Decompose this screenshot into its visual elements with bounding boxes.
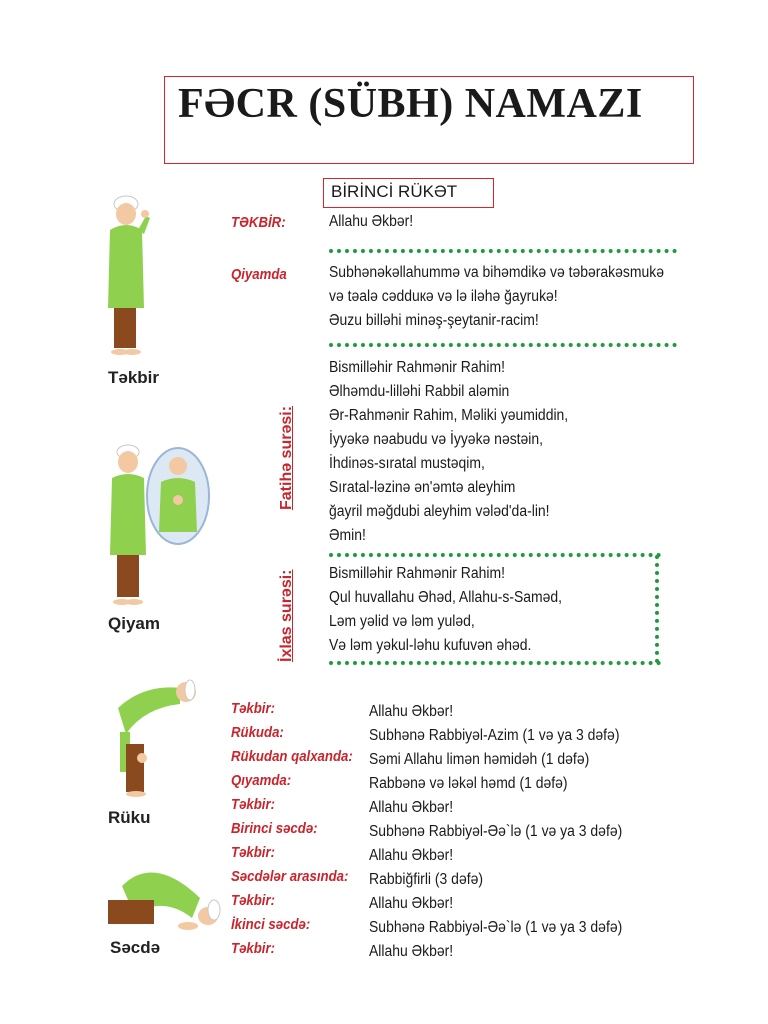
fatiha-line: İyyəkə nəabudu və İyyəkə nəstəin, — [329, 431, 544, 448]
step-label: İkinci səcdə: — [231, 916, 311, 933]
step-label: Qıyamda: — [231, 772, 292, 789]
step-row — [231, 700, 651, 724]
man-secde-icon — [104, 856, 222, 936]
step-text: Rabbiğfirli (3 dəfə) — [369, 871, 483, 888]
ixlas-line: Ləm yəlid və ləm yuləd, — [329, 613, 475, 630]
page-title: FƏCR (SÜBH) NAMAZI — [178, 81, 643, 127]
step-text: Subhənə Rabbiyəl-Əə`lə (1 və ya 3 dəfə) — [369, 919, 623, 936]
ixlas-line: Bismilləhir Rahmənir Rahim! — [329, 565, 505, 582]
step-label: Rükuda: — [231, 724, 284, 741]
fatiha-block — [329, 356, 595, 548]
ixlas-block — [329, 562, 588, 658]
caption-qiyam: Qiyam — [108, 614, 160, 633]
step-row — [231, 724, 651, 748]
step-text: Səmi Allahu limən həmidəh (1 dəfə) — [369, 751, 590, 768]
fatiha-line: Sıratal-ləzinə ən'əmtə aleyhim — [329, 479, 516, 496]
step-text: Rabbənə və ləkəl həmd (1 dəfə) — [369, 775, 568, 792]
qiyamda-line: Əuzu billəhi minəş-şeytanir-racim! — [329, 312, 539, 329]
dotted-separator — [329, 249, 677, 253]
step-text: Allahu Əkbər! — [369, 847, 454, 864]
fatiha-line: ğayril məğdubi aleyhim vələd'da-lin! — [329, 503, 550, 520]
step-text: Allahu Əkbər! — [369, 895, 454, 912]
step-text: Allahu Əkbər! — [369, 943, 454, 960]
caption-ruku: Rüku — [108, 808, 151, 827]
ixlas-line: Qul huvallahu Əhəd, Allahu-s-Saməd, — [329, 589, 563, 606]
step-row — [231, 916, 651, 940]
step-text: Subhənə Rabbiyəl-Əə`lə (1 və ya 3 dəfə) — [369, 823, 623, 840]
fatiha-line: Əmin! — [329, 527, 366, 544]
step-row — [231, 940, 651, 964]
fatiha-line: Bismilləhir Rahmənir Rahim! — [329, 359, 505, 376]
fatiha-line: İhdinəs-sıratal mustəqim, — [329, 455, 485, 472]
caption-tekbir: Təkbir — [108, 368, 160, 387]
step-row — [231, 892, 651, 916]
tekbir-text: Allahu Əkbər! — [329, 213, 414, 230]
dotted-separator-vertical — [655, 555, 659, 663]
dotted-separator — [329, 343, 677, 347]
step-row — [231, 844, 651, 868]
qiyamda-block — [329, 261, 701, 333]
qiyamda-line: və təalə cədduкə və lə iləhə ğayrukə! — [329, 288, 558, 305]
step-text: Allahu Əkbər! — [369, 703, 454, 720]
rakat-heading: BİRİNCİ RÜKƏT — [331, 182, 458, 201]
step-label: Təkbir: — [231, 700, 276, 717]
step-row — [231, 796, 651, 820]
ixlas-label: İxlas surəsi: — [278, 569, 295, 662]
step-label: Səcdələr arasında: — [231, 868, 349, 885]
step-label: Təkbir: — [231, 844, 276, 861]
step-row — [231, 772, 651, 796]
dotted-separator — [329, 553, 661, 557]
dotted-separator — [329, 661, 661, 665]
man-ruku-icon — [104, 674, 196, 798]
step-text: Subhənə Rabbiyəl-Azim (1 və ya 3 dəfə) — [369, 727, 620, 744]
fatiha-line: Ər-Rahmənir Rahim, Məliki yəumiddin, — [329, 407, 569, 424]
fatiha-line: Əlhəmdu-lilləhi Rabbil aləmin — [329, 383, 510, 400]
tekbir-label: TƏKBİR: — [231, 214, 286, 231]
step-label: Təkbir: — [231, 796, 276, 813]
step-label: Təkbir: — [231, 940, 276, 957]
man-qiyam-front-icon — [145, 446, 211, 546]
step-text: Allahu Əkbər! — [369, 799, 454, 816]
step-label: Rükudan qalxanda: — [231, 748, 353, 765]
step-row — [231, 748, 651, 772]
caption-secde: Səcdə — [110, 938, 161, 957]
qiyamda-label: Qiyamda — [231, 266, 287, 283]
step-row — [231, 868, 651, 892]
qiyamda-line: Subhənəkəllahummə va bihəmdikə və təbərakəsmukə — [329, 264, 664, 281]
fatiha-label: Fatihə surəsi: — [278, 405, 295, 510]
man-tekbir-icon — [100, 190, 160, 365]
ixlas-line: Və ləm yəkul-ləhu kufuvən əhəd. — [329, 637, 532, 654]
step-row — [231, 820, 651, 844]
step-label: Təkbir: — [231, 892, 276, 909]
step-label: Birinci səcdə: — [231, 820, 318, 837]
